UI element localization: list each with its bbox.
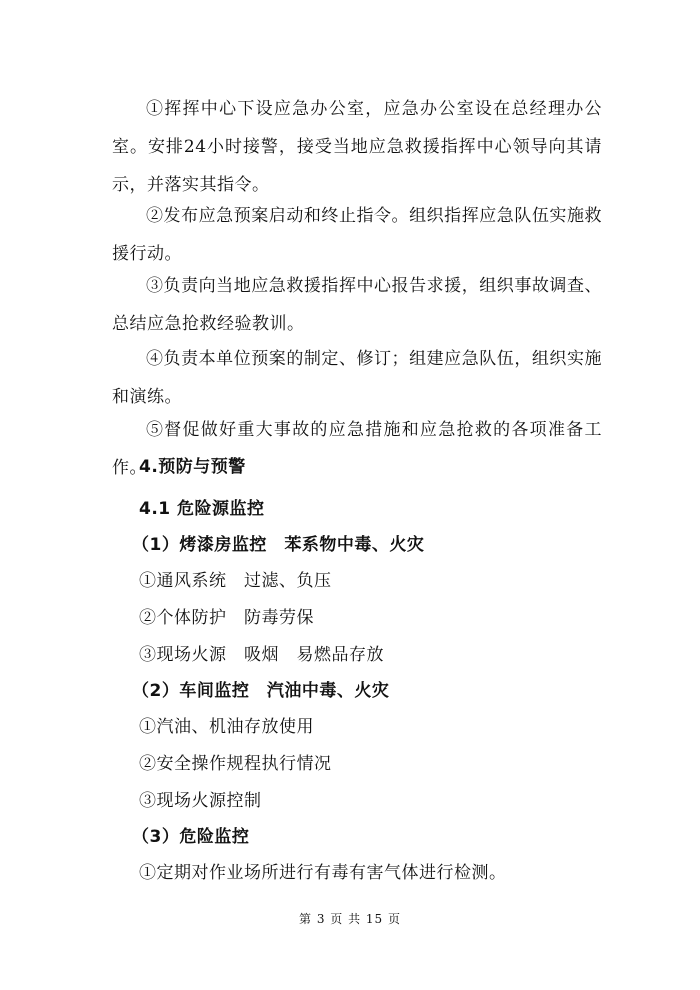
- subheading-hazard-monitoring: （3）危险监控: [132, 827, 250, 847]
- section-heading-prevention-warning: 4.预防与预警: [139, 457, 246, 477]
- paragraph-plan-drills: ④负责本单位预案的制定、修订；组建应急队伍，组织实施和演练。: [112, 349, 602, 407]
- list-item: ①汽油、机油存放使用: [139, 717, 314, 737]
- page-number-footer: 第 3 页 共 15 页: [299, 912, 401, 926]
- paragraph-emergency-office: ①挥挥中心下设应急办公室，应急办公室设在总经理办公室。安排24小时接警，接受当地应急救援指挥中心领导向其请示，并落实其指令。: [112, 99, 602, 195]
- paragraph-report-rescue: ③负责向当地应急救援指挥中心报告求援，组织事故调查、总结应急抢救经验教训。: [112, 276, 602, 334]
- list-item: ③现场火源 吸烟 易燃品存放: [139, 645, 384, 665]
- list-item: ②安全操作规程执行情况: [139, 754, 332, 774]
- paragraph-issue-orders: ②发布应急预案启动和终止指令。组织指挥应急队伍实施救援行动。: [112, 206, 602, 264]
- paragraph-supervise-preparation: ⑤督促做好重大事故的应急措施和应急抢救的各项准备工作。: [112, 420, 602, 478]
- list-item: ①定期对作业场所进行有毒有害气体进行检测。: [139, 863, 507, 883]
- list-item: ②个体防护 防毒劳保: [139, 608, 314, 628]
- section-heading-hazard-monitoring: 4.1 危险源监控: [139, 499, 265, 519]
- list-item: ③现场火源控制: [139, 791, 262, 811]
- list-item: ①通风系统 过滤、负压: [139, 571, 332, 591]
- subheading-workshop: （2）车间监控 汽油中毒、火灾: [132, 681, 390, 701]
- subheading-paint-booth: （1）烤漆房监控 苯系物中毒、火灾: [132, 535, 425, 555]
